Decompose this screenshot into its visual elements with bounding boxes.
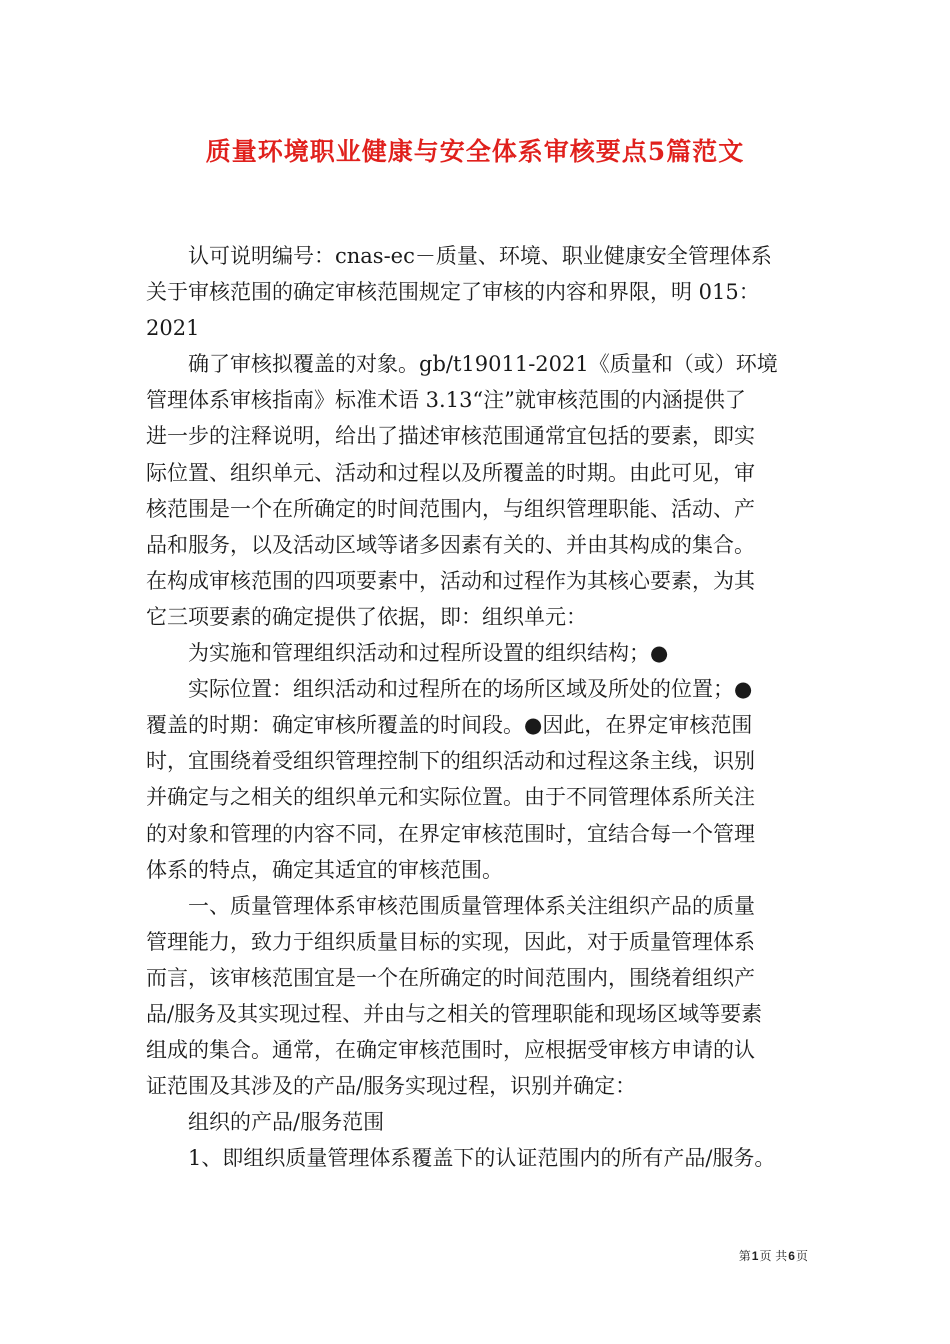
text-line: 而言，该审核范围宜是一个在所确定的时间范围内，围绕着组织产 bbox=[146, 965, 755, 990]
text-line: 体系的特点，确定其适宜的审核范围。 bbox=[146, 857, 503, 882]
text-line: 时，宜围绕着受组织管理控制下的组织活动和过程这条主线，识别 bbox=[146, 749, 755, 774]
total-pages-number: 6 bbox=[788, 1249, 795, 1263]
text-line: 2021 bbox=[146, 316, 200, 341]
current-page-number: 1 bbox=[751, 1249, 759, 1263]
text-line: 组成的集合。通常，在确定审核范围时，应根据受审核方申请的认 bbox=[146, 1038, 755, 1063]
document-title: 质量环境职业健康与安全体系审核要点5篇范文 bbox=[205, 137, 745, 166]
text-line: 品/服务及其实现过程、并由与之相关的管理职能和现场区域等要素 bbox=[146, 1001, 763, 1026]
text-line: 在构成审核范围的四项要素中，活动和过程作为其核心要素，为其 bbox=[146, 568, 755, 593]
text-line: 实际位置：组织活动和过程所在的场所区域及所处的位置；● bbox=[188, 677, 753, 702]
text-line: 管理能力，致力于组织质量目标的实现，因此，对于质量管理体系 bbox=[146, 929, 755, 954]
text-line: 确了审核拟覆盖的对象。gb/t19011-2021《质量和（或）环境 bbox=[188, 352, 778, 377]
footer-prefix: 第 bbox=[738, 1249, 751, 1263]
text-line: 一、质量管理体系审核范围质量管理体系关注组织产品的质量 bbox=[188, 893, 755, 918]
text-line: 它三项要素的确定提供了依据，即：组织单元： bbox=[146, 604, 587, 629]
text-line: 的对象和管理的内容不同，在界定审核范围时，宜结合每一个管理 bbox=[146, 821, 755, 846]
footer-middle: 页 共 bbox=[759, 1249, 788, 1263]
text-line: 证范围及其涉及的产品/服务实现过程，识别并确定： bbox=[146, 1074, 637, 1099]
text-line: 核范围是一个在所确定的时间范围内，与组织管理职能、活动、产 bbox=[146, 496, 755, 521]
page-footer bbox=[739, 1247, 808, 1264]
text-line: 组织的产品/服务范围 bbox=[188, 1110, 385, 1135]
text-line: 认可说明编号：cnas-ec－质量、环境、职业健康安全管理体系 bbox=[188, 244, 772, 268]
text-line: 覆盖的时期：确定审核所覆盖的时间段。●因此，在界定审核范围 bbox=[146, 713, 753, 738]
text-line: 关于审核范围的确定审核范围规定了审核的内容和界限，明 015： bbox=[146, 280, 760, 305]
text-line: 际位置、组织单元、活动和过程以及所覆盖的时期。由此可见，审 bbox=[146, 460, 755, 485]
text-line: 管理体系审核指南》标准术语 3.13“注”就审核范围的内涵提供了 bbox=[146, 388, 746, 413]
text-line: 并确定与之相关的组织单元和实际位置。由于不同管理体系所关注 bbox=[146, 785, 755, 810]
text-line: 为实施和管理组织活动和过程所设置的组织结构；● bbox=[188, 641, 669, 666]
footer-suffix: 页 bbox=[795, 1249, 808, 1263]
text-line: 进一步的注释说明，给出了描述审核范围通常宜包括的要素，即实 bbox=[146, 424, 755, 449]
text-line: 品和服务，以及活动区域等诸多因素有关的、并由其构成的集合。 bbox=[146, 532, 755, 557]
document-body bbox=[146, 238, 814, 1176]
text-line: 1、即组织质量管理体系覆盖下的认证范围内的所有产品/服务。 bbox=[188, 1146, 776, 1171]
